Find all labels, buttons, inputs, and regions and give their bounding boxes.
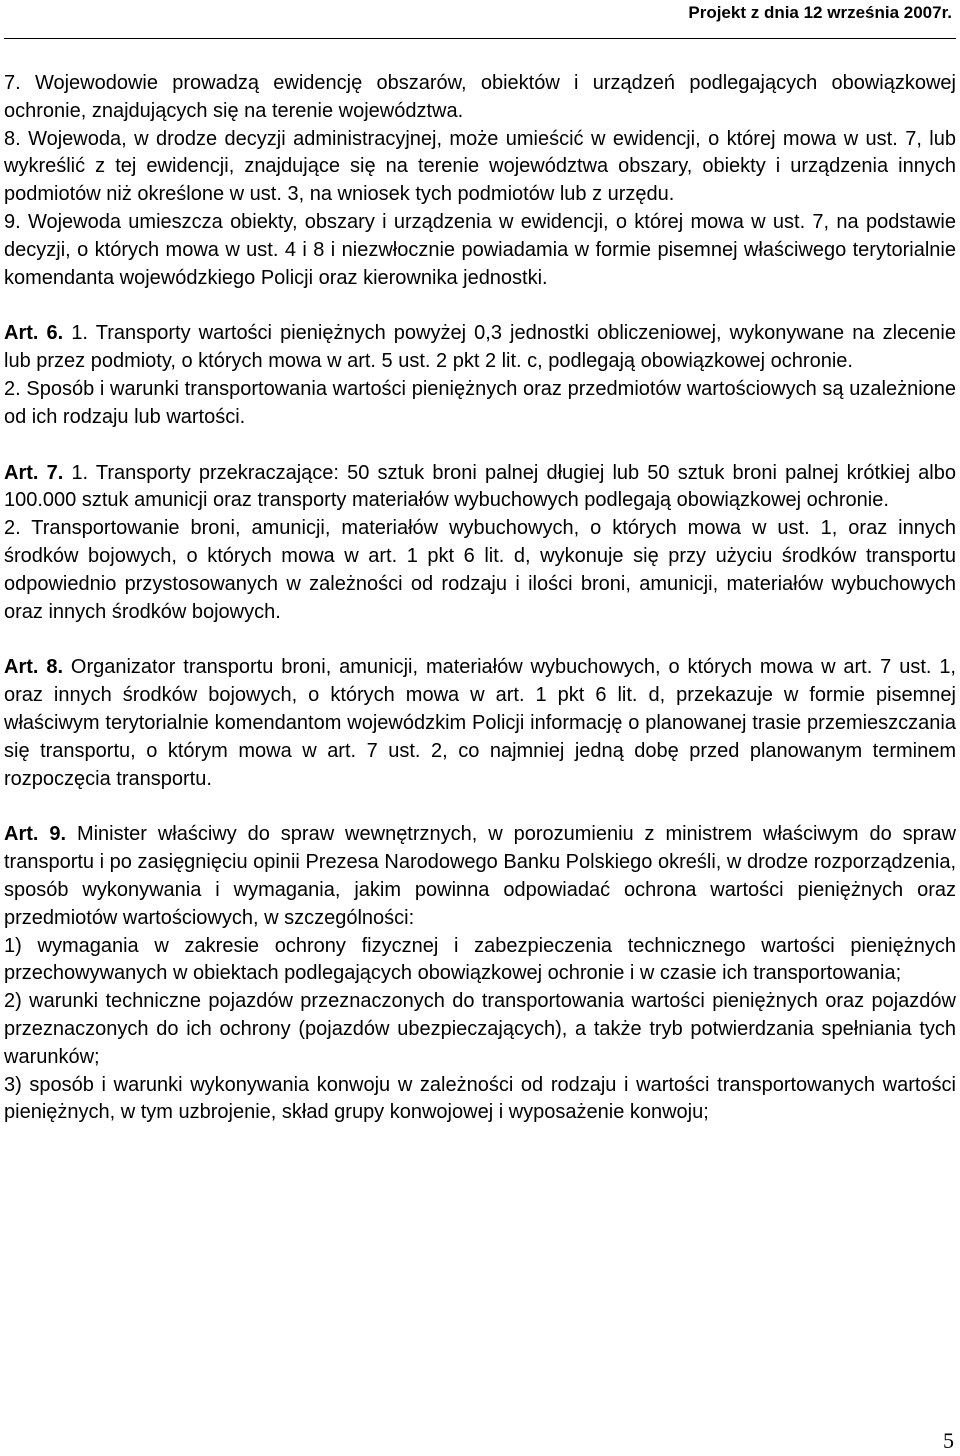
article-7-paragraph-2: 2. Transportowanie broni, amunicji, materiałów wybuchowych, o których mowa w ust. 1, oraz innych środków bojowych, o których mowa w art. 1 pkt 6 lit. d, wykonuje się przy użyciu środków transportu odpowiednio przystosowanych w zależności od rodzaju i ilości broni, amunicji, materiałów wybuchowych oraz innych środków bojowych.: [4, 517, 956, 623]
article-7-label: Art. 7.: [4, 461, 64, 484]
article-9-item-1: 1) wymagania w zakresie ochrony fizycznej i zabezpieczenia technicznego wartości pieniężnych przechowywanych w obiektach podlegających obowiązkowej ochronie i w czasie ich transportowania;: [4, 934, 956, 985]
paragraph-7: 7. Wojewodowie prowadzą ewidencję obszarów, obiektów i urządzeń podlegających obowiązkowej ochronie, znajdujących się na terenie województwa.: [4, 72, 956, 122]
article-7-text-1: 1. Transporty przekraczające: 50 sztuk broni palnej długiej lub 50 sztuk broni palnej krótkiej albo 100.000 sztuk amunicji oraz transporty materiałów wybuchowych podlegają obowiązkowej ochronie.: [4, 461, 956, 512]
article-6-paragraph-1: [4, 320, 956, 376]
document-body: [4, 70, 956, 1127]
paragraph-9: 9. Wojewoda umieszcza obiekty, obszary i urządzenia w ewidencji, o której mowa w ust. 7, na podstawie decyzji, o których mowa w ust. 4 i 8 i niezwłocznie powiadamia w formie pisemnej właściwego terytorialnie komendanta wojewódzkiego Policji oraz kierownika jednostki.: [4, 210, 956, 289]
document-header-title: Projekt z dnia 12 września 2007r.: [688, 3, 952, 22]
article-9-text: Minister właściwy do spraw wewnętrznych, w porozumieniu z ministrem właściwym do spraw transportu i po zasięgnięciu opinii Prezesa Narodowego Banku Polskiego określi, w drodze rozporządzenia, sposób wykonywania i wymagania, jakim powinna odpowiadać ochrona wartości pieniężnych oraz przedmiotów wartościowych, w szczególności:: [4, 823, 956, 929]
article-9-item-2: 2) warunki techniczne pojazdów przeznaczonych do transportowania wartości pieniężnych oraz pojazdów przeznaczonych do ich ochrony (pojazdów ubezpieczających), a także tryb potwierdzania spełniania tych warunków;: [4, 990, 956, 1068]
article-8-text: Organizator transportu broni, amunicji, materiałów wybuchowych, o których mowa w art. 7 ust. 1, oraz innych środków bojowych, o których mowa w art. 1 pkt 6 lit. d, przekazuje w formie pisemnej właściwym terytorialnie komendantom wojewódzkim Policji informację o planowanej trasie przemieszczania się transportu, o którym mowa w art. 7 ust. 2, co najmniej jedną dobę przed planowanym terminem rozpoczęcia transportu.: [4, 656, 956, 790]
article-6-label: Art. 6.: [4, 322, 64, 345]
article-9-label: Art. 9.: [4, 823, 67, 846]
article-7-paragraph-1: [4, 460, 956, 516]
article-9-item-3: 3) sposób i warunki wykonywania konwoju w zależności od rodzaju i wartości transportowanych wartości pieniężnych, w tym uzbrojenie, skład grupy konwojowej i wyposażenie konwoju;: [4, 1073, 956, 1124]
paragraph-8: 8. Wojewoda, w drodze decyzji administracyjnej, może umieścić w ewidencji, o której mowa w ust. 7, lub wykreślić z tej ewidencji, znajdujące się na terenie województwa obszary, obiekty i urządzenia innych podmiotów niż określone w ust. 3, na wniosek tych podmiotów lub z urzędu.: [4, 127, 956, 206]
article-6-text-1: 1. Transporty wartości pieniężnych powyżej 0,3 jednostki obliczeniowej, wykonywane na zlecenie lub przez podmioty, o których mowa w art. 5 ust. 2 pkt 2 lit. c, podlegają obowiązkowej ochronie.: [4, 322, 956, 373]
article-8-paragraph: [4, 654, 956, 793]
article-8-label: Art. 8.: [4, 656, 64, 679]
article-9-paragraph: [4, 821, 956, 932]
page-number: 5: [943, 1428, 954, 1453]
article-6-paragraph-2: 2. Sposób i warunki transportowania wartości pieniężnych oraz przedmiotów wartościowych są uzależnione od ich rodzaju lub wartości.: [4, 377, 956, 428]
header-divider: [4, 38, 956, 39]
